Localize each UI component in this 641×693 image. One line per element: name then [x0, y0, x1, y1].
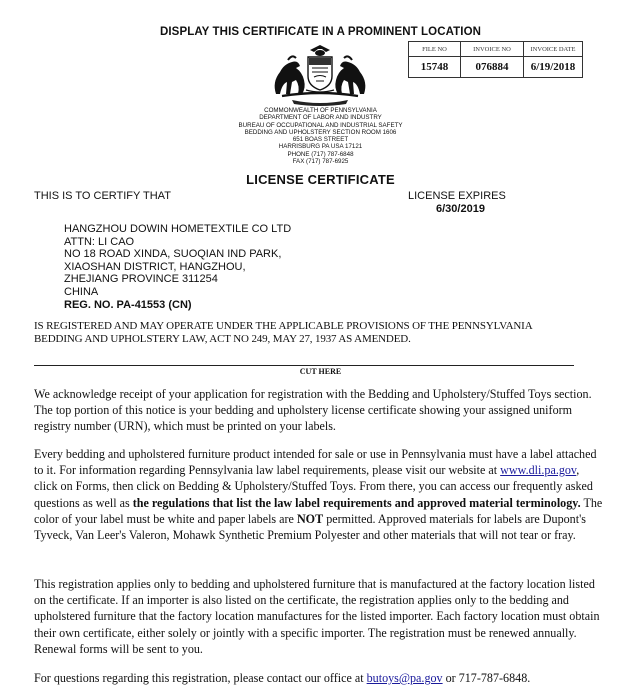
agency-address-block: [0, 107, 641, 165]
regulations-emphasis: the regulations that list the law label requirements and approved material terminology.: [132, 495, 581, 510]
invoice-no-header: INVOICE NO: [461, 42, 524, 57]
agency-line: BUREAU OF OCCUPATIONAL AND INDUSTRIAL SAFETY: [238, 121, 403, 129]
file-no-header: FILE NO: [409, 42, 461, 57]
not-emphasis: NOT: [296, 511, 324, 526]
agency-line: COMMONWEALTH OF PENNSYLVANIA: [264, 107, 377, 114]
agency-line: PHONE (717) 787-6848: [287, 150, 354, 158]
certify-text: THIS IS TO CERTIFY THAT: [34, 190, 171, 202]
contact-paragraph: [34, 670, 604, 686]
expires-label: LICENSE EXPIRES: [408, 190, 506, 202]
registration-scope-paragraph: This registration applies only to bedding and upholstered furniture that is manufactured at the factory location listed on the certificate. If an importer is also listed on the certificate, the registration applies only to the bedding and upholstered furniture that the factory location manufactures for the listed importer. Each factory location must obtain their own certificate, either solely or jointly with a specific importer. The registration must be renewed annually. Renewal forms will be sent to you.: [34, 577, 600, 656]
cut-here-label: CUT HERE: [299, 367, 342, 376]
cut-line-divider: [34, 365, 574, 366]
address-line: XIAOSHAN DISTRICT, HANGZHOU,: [64, 260, 246, 273]
contact-email-link[interactable]: butoys@pa.gov: [366, 671, 443, 685]
invoice-no-value: 076884: [461, 57, 524, 78]
banner-heading: DISPLAY THIS CERTIFICATE IN A PROMINENT LOCATION: [159, 26, 482, 38]
paragraph-text: or 717-787-6848.: [442, 671, 531, 685]
paragraph-text: Every bedding and upholstered furniture product intended for sale or use in Pennsylvania must have a label attached to it. For information regarding Pennsylvania law label requirements, please visit our website at: [34, 447, 597, 478]
agency-line: FAX (717) 787-6925: [292, 158, 349, 166]
registration-statement-line: IS REGISTERED AND MAY OPERATE UNDER THE APPLICABLE PROVISIONS OF THE PENNSYLVANIA: [34, 320, 533, 332]
address-line: ZHEJIANG PROVINCE 311254: [64, 273, 218, 286]
agency-line: DEPARTMENT OF LABOR AND INDUSTRY: [259, 114, 382, 122]
invoice-date-header: INVOICE DATE: [524, 42, 583, 57]
address-line: HANGZHOU DOWIN HOMETEXTILE CO LTD: [64, 223, 292, 235]
address-line: ATTN: LI CAO: [64, 235, 135, 248]
invoice-info-table: [408, 41, 583, 78]
pennsylvania-coat-of-arms-icon: [262, 44, 378, 106]
paragraph-text: For questions regarding this registration, please contact our office at: [34, 671, 367, 685]
licensee-address: [64, 223, 291, 311]
label-requirements-paragraph: [34, 446, 604, 543]
paragraph-text: The color of your label must be white and paper labels are: [34, 495, 603, 526]
file-no-value: 15748: [409, 57, 461, 78]
invoice-date-value: 6/19/2018: [524, 57, 583, 78]
registration-statement-line: BEDDING AND UPHOLSTERY LAW, ACT NO 249, MAY 27, 1937 AS AMENDED.: [34, 333, 411, 345]
agency-line: HARRISBURG PA USA 17121: [278, 143, 363, 151]
registration-number: REG. NO. PA-41553 (CN): [64, 298, 192, 311]
paragraph-text: , click on Forms, then click on Bedding & Upholstery/Stuffed Toys. From there, you can access our frequently asked questions as well as: [34, 463, 593, 510]
dli-website-link[interactable]: www.dli.pa.gov: [500, 463, 577, 478]
acknowledgement-paragraph: We acknowledge receipt of your application for registration with the Bedding and Upholstery/Stuffed Toys section. The top portion of this notice is your bedding and upholstery license certificate showing your assigned uniform registry number (URN), which must be printed on your labels.: [34, 387, 592, 434]
address-line: NO 18 ROAD XINDA, SUOQIAN IND PARK,: [64, 248, 282, 261]
registration-statement: [34, 320, 533, 346]
expires-date: 6/30/2019: [436, 203, 485, 215]
agency-line: 651 BOAS STREET: [292, 136, 349, 144]
address-line: CHINA: [64, 285, 99, 298]
paragraph-text: permitted. Approved materials for labels are Dupont's Tyveck, Van Leer's Valeron, Mohawk Synthetic Premium Polyester and other materials that will not tear or fray.: [34, 511, 586, 543]
certificate-title: LICENSE CERTIFICATE: [246, 172, 395, 187]
agency-line: BEDDING AND UPHOLSTERY SECTION ROOM 1606: [244, 128, 397, 136]
